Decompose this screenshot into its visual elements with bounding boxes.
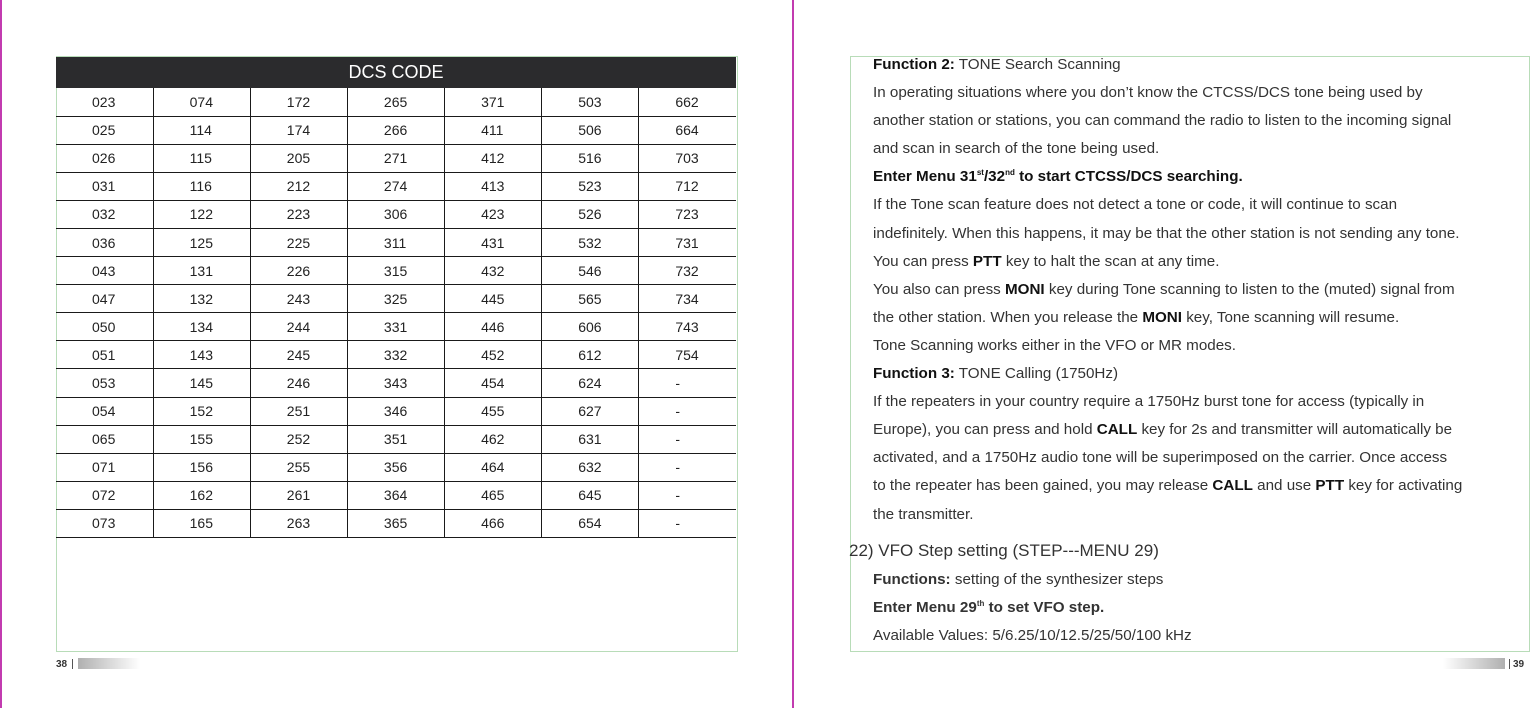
paragraph-line: and scan in search of the tone being used. [873,140,1160,158]
table-cell: 271 [347,144,444,172]
enter-menu-31-line: Enter Menu 31st/32nd to start CTCSS/DCS searching. [873,168,1243,186]
paragraph-line: the transmitter. [873,505,974,523]
table-cell: 246 [250,369,347,397]
page-number-right: 39 [1513,659,1525,670]
table-row [56,509,736,537]
table-cell: - [639,453,736,481]
table-cell: 371 [445,88,542,116]
table-cell: 325 [347,285,444,313]
paragraph-line: Tone Scanning works either in the VFO or MR modes. [873,336,1236,354]
table-cell: 116 [153,172,250,200]
table-cell: 526 [542,200,639,228]
table-cell: 332 [347,341,444,369]
table-cell: 446 [445,313,542,341]
table-cell: 612 [542,341,639,369]
table-cell: 051 [56,341,153,369]
table-row [56,453,736,481]
table-cell: 565 [542,285,639,313]
function3-line: Function 3: TONE Calling (1750Hz) [873,365,1119,383]
table-cell: 532 [542,228,639,256]
table-cell: 050 [56,313,153,341]
table-cell: 255 [250,453,347,481]
page-spine [792,0,794,708]
paragraph-line: In operating situations where you don’t know the CTCSS/DCS tone being used by [873,84,1423,102]
table-row [56,397,736,425]
table-cell: 265 [347,88,444,116]
table-cell: 311 [347,228,444,256]
table-cell: 606 [542,313,639,341]
table-cell: 516 [542,144,639,172]
table-cell: 031 [56,172,153,200]
table-cell: 364 [347,481,444,509]
table-cell: 263 [250,509,347,537]
table-row [56,341,736,369]
table-cell: 071 [56,453,153,481]
dcs-table-body [56,88,736,538]
table-cell: 754 [639,341,736,369]
table-cell: 723 [639,200,736,228]
table-cell: 365 [347,509,444,537]
table-cell: - [639,369,736,397]
table-cell: 025 [56,116,153,144]
call-line: Europe), you can press and hold CALL key for 2s and transmitter will automatically be [873,421,1453,439]
table-cell: 315 [347,257,444,285]
table-cell: 174 [250,116,347,144]
table-cell: 432 [445,257,542,285]
table-cell: 306 [347,200,444,228]
paragraph-line: another station or stations, you can command the radio to listen to the incoming signal [873,112,1452,130]
table-cell: 654 [542,509,639,537]
table-cell: 134 [153,313,250,341]
table-row [56,88,736,116]
table-cell: 462 [445,425,542,453]
table-cell: 351 [347,425,444,453]
table-row [56,257,736,285]
moni-release-line: the other station. When you release the MONI key, Tone scanning will resume. [873,308,1400,326]
table-row [56,369,736,397]
table-row [56,228,736,256]
footer-gradient-bar-left [78,658,140,669]
paragraph-line: If the repeaters in your country require a 1750Hz burst tone for access (typically in [873,393,1425,411]
table-cell: 645 [542,481,639,509]
table-row [56,144,736,172]
table-cell: 455 [445,397,542,425]
table-cell: 631 [542,425,639,453]
table-cell: 165 [153,509,250,537]
table-cell: 131 [153,257,250,285]
table-cell: 143 [153,341,250,369]
table-cell: 245 [250,341,347,369]
moni-line: You also can press MONI key during Tone scanning to listen to the (muted) signal from [873,280,1455,298]
table-cell: 115 [153,144,250,172]
table-cell: 212 [250,172,347,200]
table-cell: 266 [347,116,444,144]
table-cell: 223 [250,200,347,228]
table-cell: 053 [56,369,153,397]
table-cell: 546 [542,257,639,285]
table-cell: 454 [445,369,542,397]
table-cell: 662 [639,88,736,116]
dcs-code-table [56,57,736,538]
table-row [56,481,736,509]
table-cell: 145 [153,369,250,397]
footer-gradient-bar-right [1443,658,1505,669]
table-cell: 624 [542,369,639,397]
table-cell: 032 [56,200,153,228]
page-number-separator [72,659,73,669]
table-cell: 411 [445,116,542,144]
table-cell: 114 [153,116,250,144]
vfo-step-text [873,570,1531,654]
table-cell: 743 [639,313,736,341]
table-cell: 065 [56,425,153,453]
table-row [56,285,736,313]
paragraph-line: indefinitely. When this happens, it may be that the other station is not sending any tone. [873,224,1460,242]
table-cell: 252 [250,425,347,453]
table-cell: 503 [542,88,639,116]
table-cell: 205 [250,144,347,172]
table-cell: 343 [347,369,444,397]
release-call-line: to the repeater has been gained, you may release CALL and use PTT key for activating [873,477,1463,495]
table-cell: 712 [639,172,736,200]
page-edge-left [0,0,2,708]
dcs-table-title: DCS CODE [56,57,736,88]
table-cell: 132 [153,285,250,313]
table-cell: 731 [639,228,736,256]
table-cell: 125 [153,228,250,256]
table-row [56,172,736,200]
table-cell: 172 [250,88,347,116]
enter-menu-29-line: Enter Menu 29th to set VFO step. [873,599,1105,617]
table-cell: 155 [153,425,250,453]
table-cell: 413 [445,172,542,200]
table-cell: - [639,425,736,453]
table-cell: 423 [445,200,542,228]
page-number-left: 38 [56,659,68,670]
table-cell: 523 [542,172,639,200]
table-row [56,200,736,228]
table-cell: 054 [56,397,153,425]
paragraph-line: activated, and a 1750Hz audio tone will be superimposed on the carrier. Once access [873,449,1448,467]
ptt-line: You can press PTT key to halt the scan at any time. [873,252,1220,270]
section-22-heading: 22) VFO Step setting (STEP---MENU 29) [849,541,1159,560]
table-cell: 445 [445,285,542,313]
table-cell: 023 [56,88,153,116]
table-cell: 073 [56,509,153,537]
table-cell: - [639,481,736,509]
table-cell: 043 [56,257,153,285]
table-cell: 466 [445,509,542,537]
function2-line: Function 2: TONE Search Scanning [873,56,1121,73]
right-page-text [873,55,1531,533]
table-cell: 047 [56,285,153,313]
table-cell: 506 [542,116,639,144]
table-cell: 431 [445,228,542,256]
table-cell: 243 [250,285,347,313]
table-cell: 156 [153,453,250,481]
table-cell: 331 [347,313,444,341]
table-cell: - [639,509,736,537]
table-cell: 152 [153,397,250,425]
functions-line: Functions: setting of the synthesizer steps [873,571,1164,588]
table-cell: 627 [542,397,639,425]
table-cell: 664 [639,116,736,144]
table-cell: 346 [347,397,444,425]
table-cell: 074 [153,88,250,116]
table-cell: 412 [445,144,542,172]
table-cell: - [639,397,736,425]
paragraph-line: If the Tone scan feature does not detect a tone or code, it will continue to scan [873,196,1398,214]
table-cell: 244 [250,313,347,341]
table-cell: 261 [250,481,347,509]
table-cell: 734 [639,285,736,313]
table-cell: 452 [445,341,542,369]
page-number-separator [1509,659,1510,669]
table-cell: 251 [250,397,347,425]
table-cell: 036 [56,228,153,256]
table-cell: 465 [445,481,542,509]
table-cell: 225 [250,228,347,256]
table-row [56,425,736,453]
table-row [56,313,736,341]
table-cell: 026 [56,144,153,172]
table-cell: 274 [347,172,444,200]
table-cell: 072 [56,481,153,509]
table-cell: 122 [153,200,250,228]
table-row [56,116,736,144]
table-cell: 226 [250,257,347,285]
table-cell: 732 [639,257,736,285]
available-values-line: Available Values: 5/6.25/10/12.5/25/50/100 kHz [873,627,1192,645]
table-cell: 356 [347,453,444,481]
table-cell: 162 [153,481,250,509]
table-cell: 464 [445,453,542,481]
table-cell: 632 [542,453,639,481]
table-cell: 703 [639,144,736,172]
